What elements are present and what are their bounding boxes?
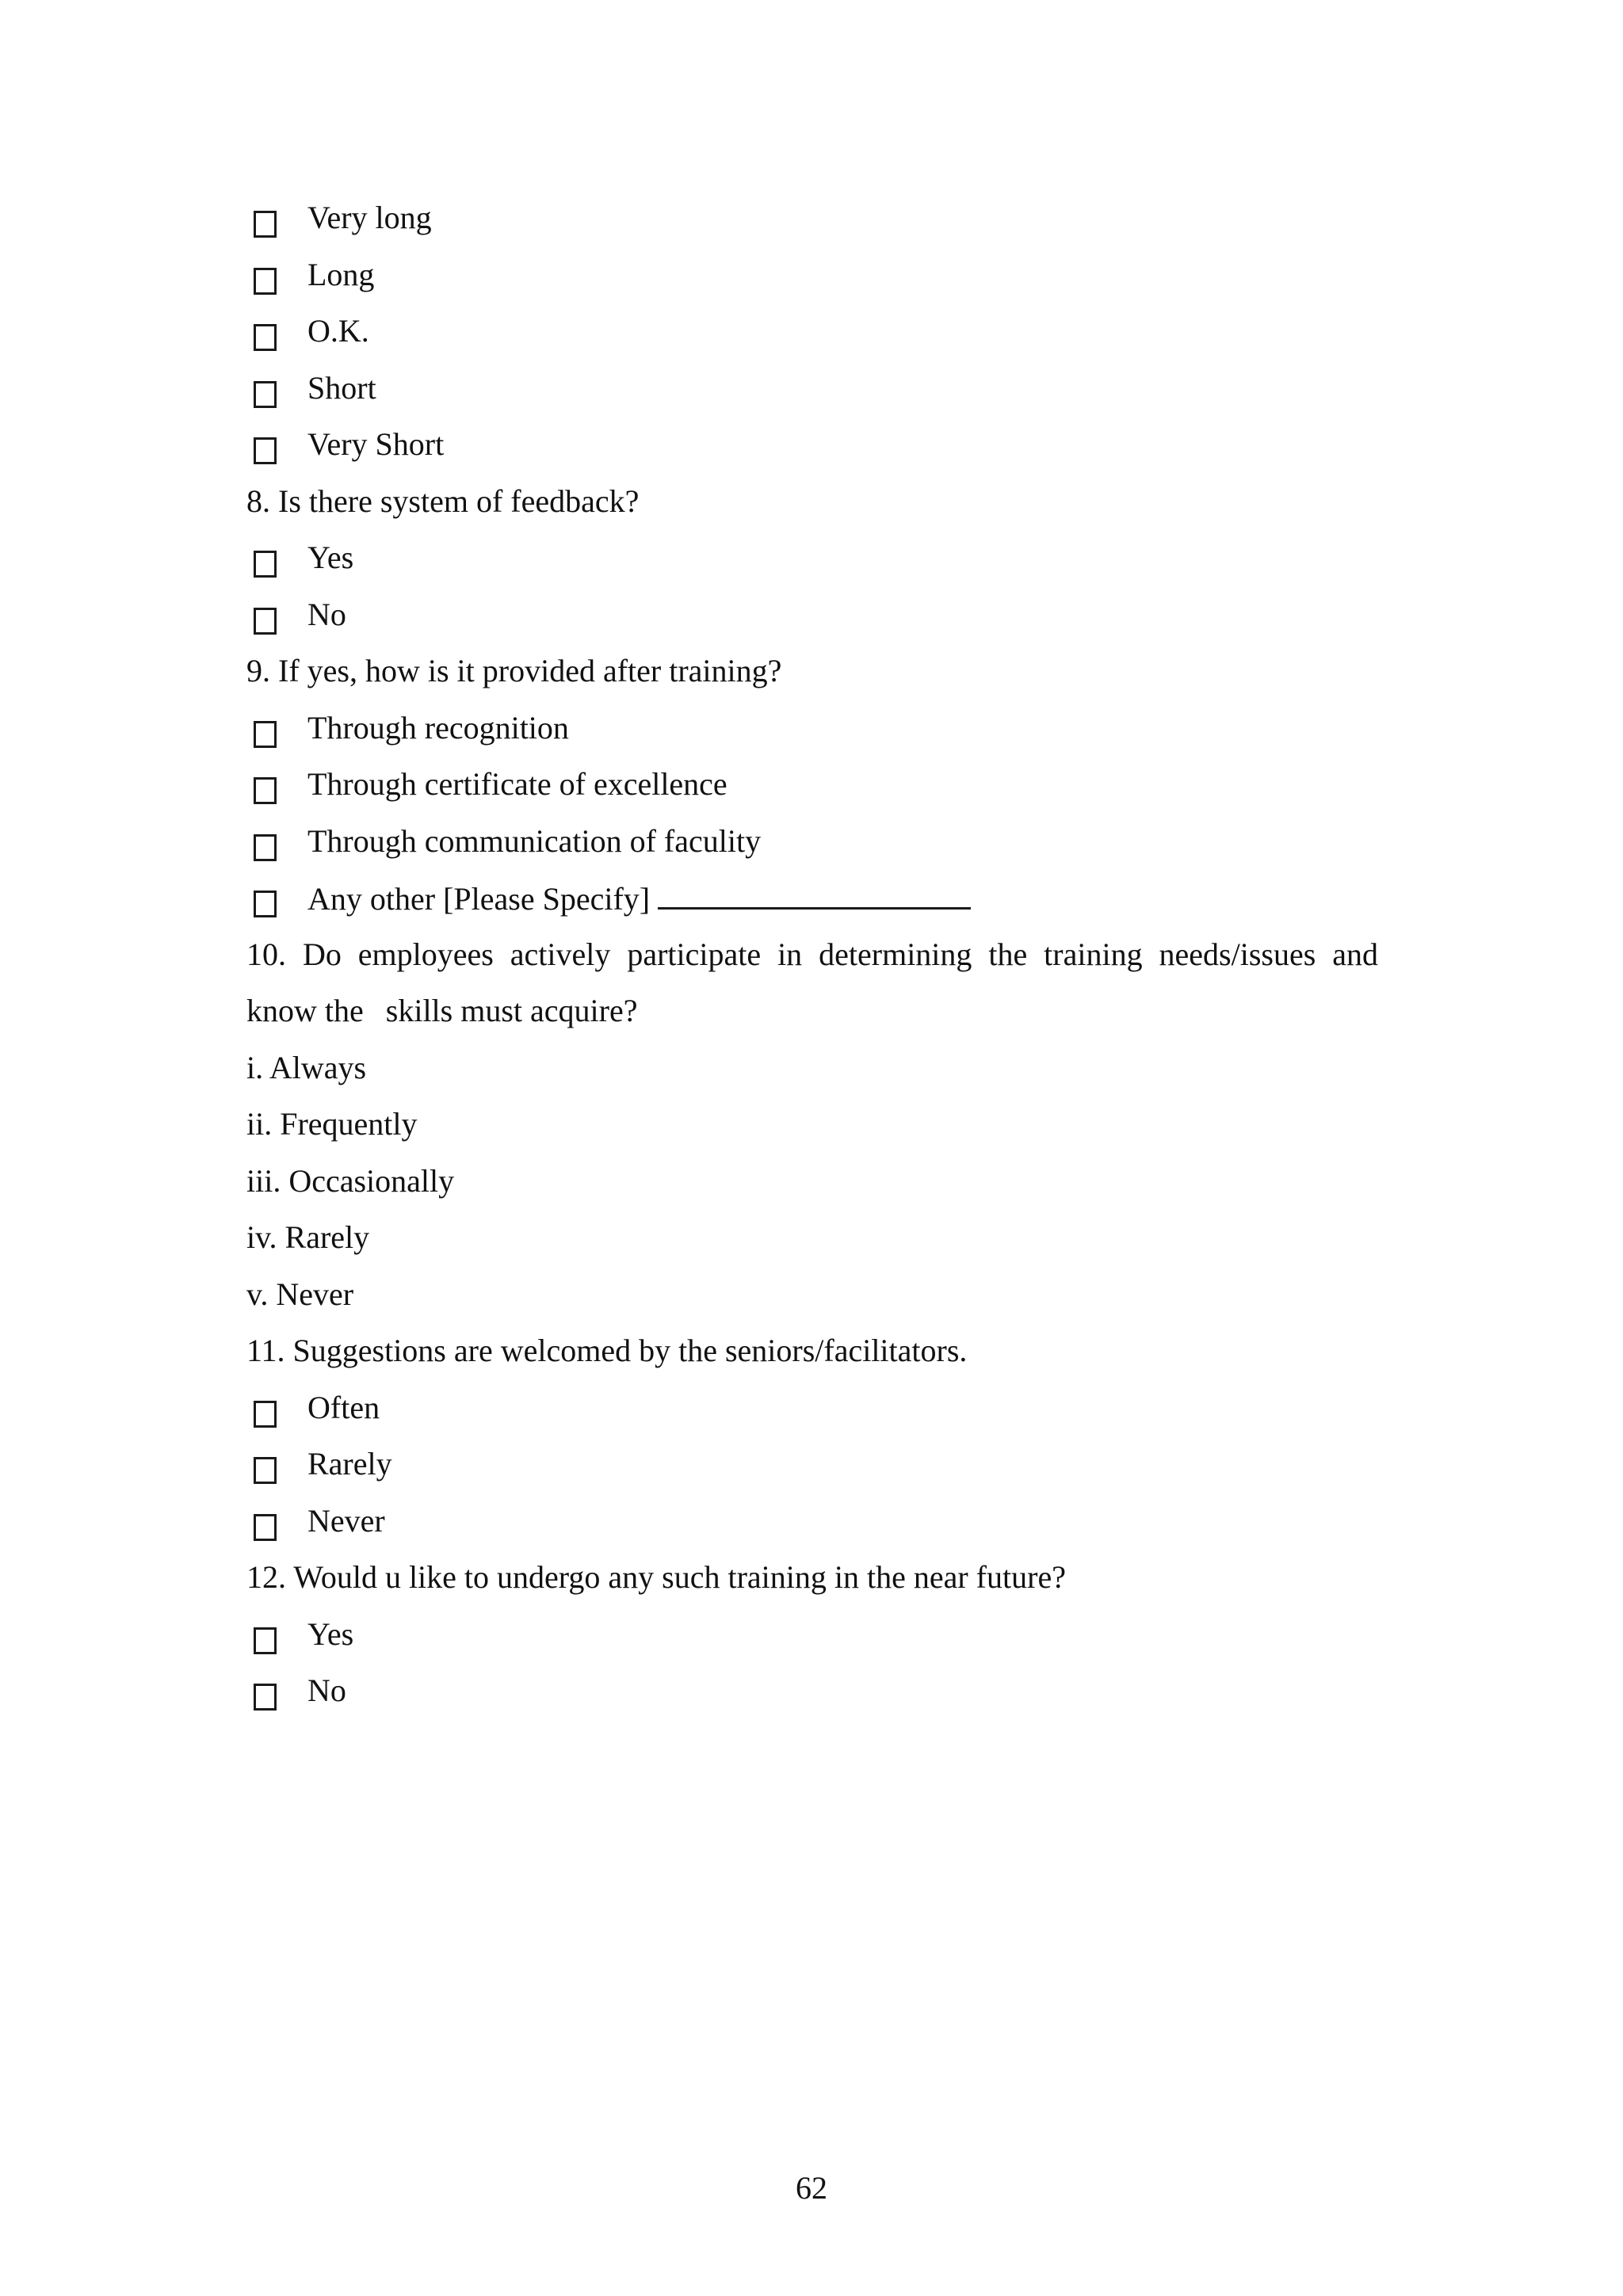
checkbox[interactable]: [254, 551, 277, 578]
option-label: Yes: [307, 1616, 354, 1652]
checkbox[interactable]: [254, 1401, 277, 1428]
option-occasionally: iii. Occasionally: [246, 1163, 455, 1199]
option-never: v. Never: [246, 1276, 354, 1312]
checkbox[interactable]: [254, 437, 277, 464]
option-label: Often: [307, 1390, 380, 1425]
question-10-line-2: [246, 990, 637, 1032]
option-label: Yes: [307, 540, 354, 575]
option-label: Through communication of faculity: [307, 823, 762, 859]
option-rarely: iv. Rarely: [246, 1219, 370, 1255]
question-10-text-a: know the: [246, 993, 364, 1028]
question-8: 8. Is there system of feedback?: [246, 483, 640, 519]
option-label: Very Short: [307, 426, 445, 462]
question-12: 12. Would u like to undergo any such training in the near future?: [246, 1559, 1066, 1595]
checkbox[interactable]: [254, 834, 277, 861]
option-label: Very long: [307, 200, 432, 235]
option-label: O.K.: [307, 313, 369, 349]
question-10-line-1: 10. Do employees actively participate in determining the training needs/issues and: [246, 936, 1378, 972]
checkbox[interactable]: [254, 324, 277, 351]
option-label-with-blank: [307, 877, 971, 920]
option-always: i. Always: [246, 1050, 367, 1085]
checkbox[interactable]: [254, 608, 277, 635]
option-label: Short: [307, 370, 376, 406]
option-frequently: ii. Frequently: [246, 1106, 418, 1142]
checkbox[interactable]: [254, 381, 277, 408]
checkbox[interactable]: [254, 1627, 277, 1654]
question-11: 11. Suggestions are welcomed by the seniors/facilitators.: [246, 1333, 968, 1368]
checkbox[interactable]: [254, 1514, 277, 1541]
checkbox[interactable]: [254, 721, 277, 748]
specify-blank[interactable]: [658, 877, 971, 910]
question-10-text-b: skills must acquire?: [385, 993, 638, 1028]
option-label: No: [307, 1672, 346, 1708]
option-label: Through recognition: [307, 710, 569, 746]
question-9: 9. If yes, how is it provided after training?: [246, 653, 782, 688]
option-label: Rarely: [307, 1446, 392, 1482]
option-label: Long: [307, 257, 375, 292]
option-label: No: [307, 597, 346, 632]
checkbox[interactable]: [254, 891, 277, 917]
option-label: Never: [307, 1503, 385, 1539]
checkbox[interactable]: [254, 777, 277, 804]
option-label: Any other [Please Specify]: [307, 881, 651, 917]
page-number: 62: [796, 2170, 827, 2206]
checkbox[interactable]: [254, 268, 277, 295]
checkbox[interactable]: [254, 1684, 277, 1711]
checkbox[interactable]: [254, 1457, 277, 1484]
checkbox[interactable]: [254, 211, 277, 238]
option-label: Through certificate of excellence: [307, 766, 727, 802]
